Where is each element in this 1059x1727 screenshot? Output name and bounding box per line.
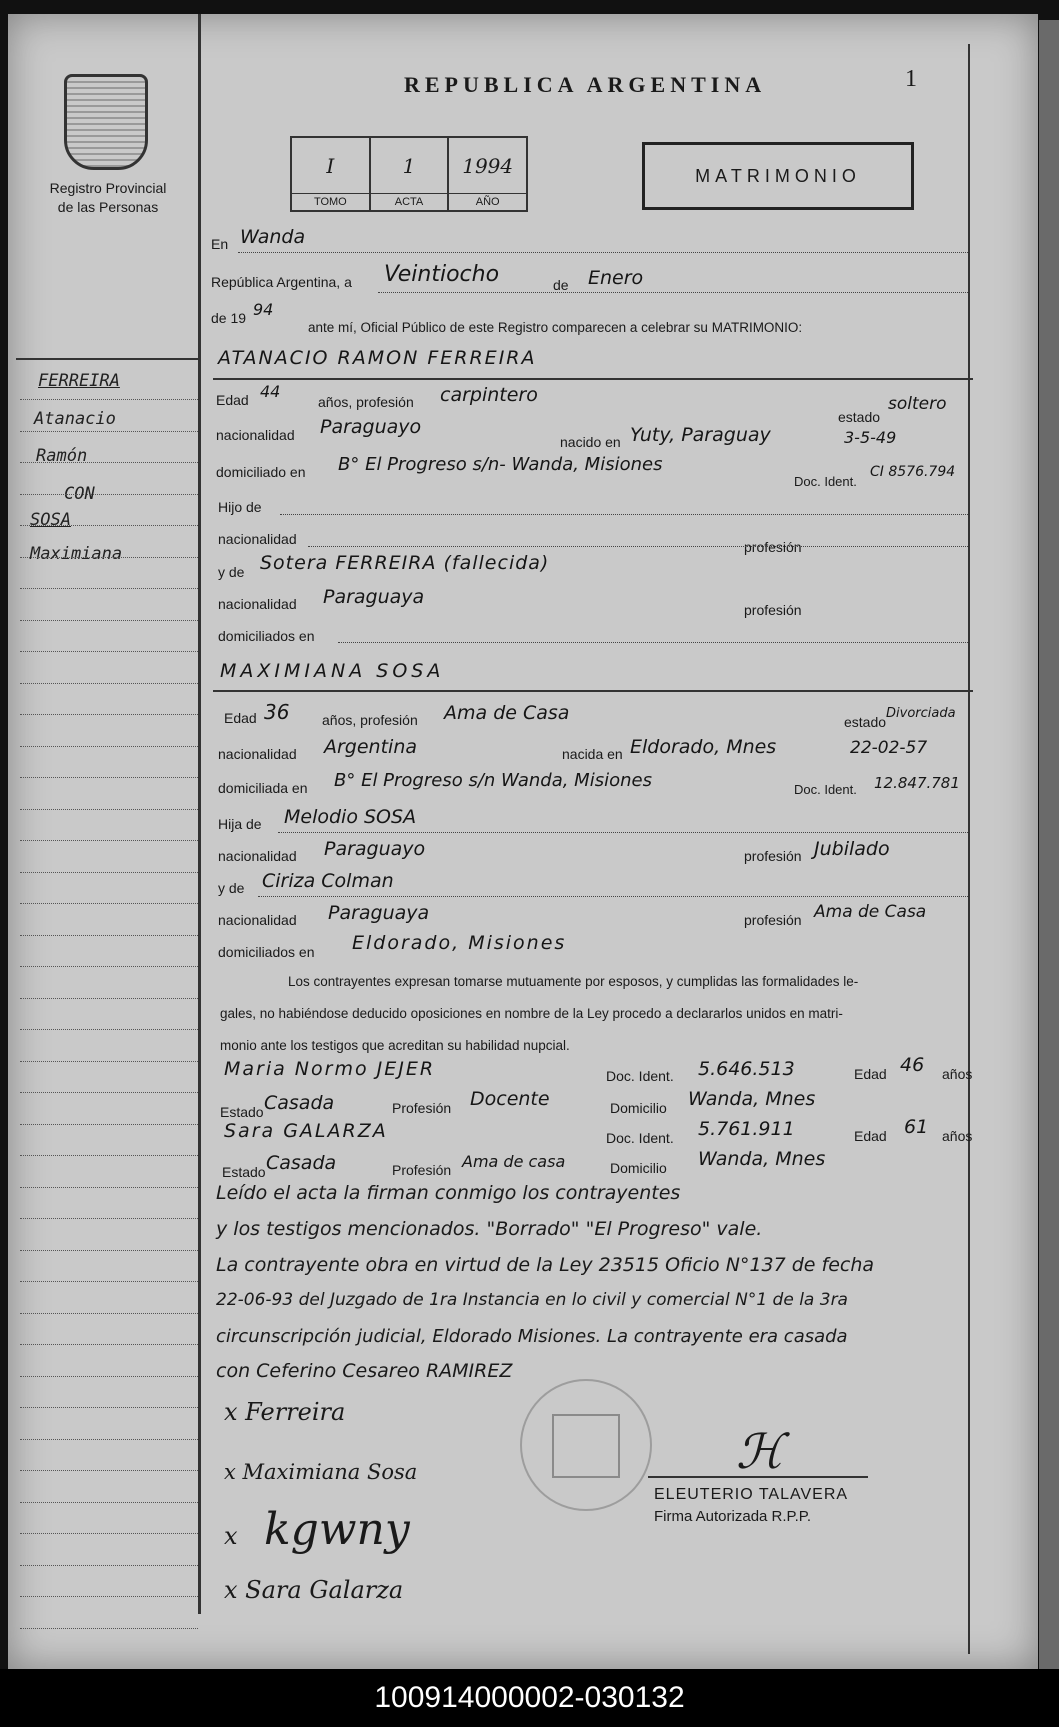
republica-label: República Argentina, a xyxy=(211,274,352,290)
margin-rule xyxy=(16,358,198,360)
label: Edad xyxy=(216,392,249,408)
note-line1: Leído el acta la firman conmigo los contrayentes xyxy=(216,1182,681,1204)
tomo-label: TOMO xyxy=(292,193,369,208)
label: Hijo de xyxy=(218,499,262,515)
witness2-domicilio: Wanda, Mnes xyxy=(698,1148,826,1170)
margin-surname-groom: FERREIRA xyxy=(38,371,120,391)
margin-ruled-line xyxy=(20,1313,198,1315)
label: nacida en xyxy=(562,746,623,762)
margin-ruled-line xyxy=(20,1124,198,1126)
label: Edad xyxy=(854,1066,887,1082)
bride-nacionalidad: Argentina xyxy=(324,736,418,758)
margin-ruled-line xyxy=(20,1344,198,1346)
margin-divider xyxy=(198,14,201,1614)
registry-name xyxy=(28,179,188,217)
declaration-line1: Los contrayentes expresan tomarse mutuamente por esposos, y cumplidas las formalidades le- xyxy=(288,974,859,989)
margin-ruled-line xyxy=(20,1628,198,1630)
margin-ruled-line xyxy=(20,966,198,968)
margin-name-groom-2: Ramón xyxy=(36,446,88,466)
label: Edad xyxy=(854,1128,887,1144)
label: Doc. Ident. xyxy=(606,1068,674,1084)
margin-ruled-line xyxy=(20,1281,198,1283)
year-suffix: 94 xyxy=(253,300,274,319)
label: Domicilio xyxy=(610,1100,667,1116)
ano-label: AÑO xyxy=(449,193,526,208)
label: nacido en xyxy=(560,434,621,450)
dotline xyxy=(378,292,968,294)
official-signature-mark: ℋ xyxy=(736,1424,784,1480)
document-page xyxy=(8,14,1038,1669)
bride-madre-prof: Ama de Casa xyxy=(814,902,927,922)
margin-ruled-line xyxy=(20,1218,198,1220)
section-rule xyxy=(213,690,973,692)
label: nacionalidad xyxy=(218,596,297,612)
dotline xyxy=(308,546,968,548)
label: nacionalidad xyxy=(218,912,297,928)
groom-doc: CI 8576.794 xyxy=(870,464,956,480)
signature-bride: x Maximiana Sosa xyxy=(224,1460,418,1484)
margin-name-bride: Maximiana xyxy=(30,544,123,564)
margin-ruled-line xyxy=(20,872,198,874)
declaration-line2: gales, no habiéndose deducido oposiciones en nombre de la Ley procedo a declararlos unidos en matri- xyxy=(220,1006,843,1021)
label: domiciliados en xyxy=(218,944,315,960)
label: años xyxy=(942,1066,973,1082)
margin-ruled-line xyxy=(20,620,198,622)
witness1-doc: 5.646.513 xyxy=(698,1058,795,1080)
label: años, profesión xyxy=(322,712,418,728)
groom-nacido-en: Yuty, Paraguay xyxy=(630,424,771,446)
signature-witness2: x Sara Galarza xyxy=(224,1576,404,1604)
margin-ruled-line xyxy=(20,777,198,779)
section-rule xyxy=(213,378,973,380)
label: nacionalidad xyxy=(218,531,297,547)
bride-fecha-nac: 22-02-57 xyxy=(850,738,928,758)
label: años, profesión xyxy=(318,394,414,410)
label: nacionalidad xyxy=(218,848,297,864)
binder-edge xyxy=(1039,20,1059,1680)
groom-estado: soltero xyxy=(888,394,947,414)
label: Estado xyxy=(220,1104,264,1120)
groom-edad: 44 xyxy=(260,382,281,401)
margin-ruled-line xyxy=(20,1596,198,1598)
tomo-acta-ano-box xyxy=(290,136,528,212)
right-divider xyxy=(968,44,970,1654)
dotline xyxy=(280,514,968,516)
margin-ruled-line xyxy=(20,998,198,1000)
acta-label: ACTA xyxy=(371,193,448,208)
groom-domicilio: B° El Progreso s/n- Wanda, Misiones xyxy=(338,454,663,475)
margin-ruled-line xyxy=(20,494,198,496)
tomo-value: I xyxy=(326,154,335,178)
label: profesión xyxy=(744,912,802,928)
label: Profesión xyxy=(392,1162,452,1178)
label: profesión xyxy=(744,602,802,618)
groom-nacionalidad: Paraguayo xyxy=(320,416,422,438)
label: profesión xyxy=(744,848,802,864)
label: domiciliados en xyxy=(218,628,315,644)
label: domiciliada en xyxy=(218,780,308,796)
registry-line1: Registro Provincial xyxy=(49,180,167,196)
document-type: MATRIMONIO xyxy=(642,142,914,210)
place: Wanda xyxy=(240,226,306,248)
witness2-profesion: Ama de casa xyxy=(462,1152,566,1171)
label: profesión xyxy=(744,539,802,555)
groom-madre-nac: Paraguaya xyxy=(323,586,425,608)
label: Hija de xyxy=(218,816,262,832)
note-line2: y los testigos mencionados. "Borrado" "El Progreso" vale. xyxy=(216,1218,763,1240)
margin-ruled-line xyxy=(20,935,198,937)
groom-fecha-nac: 3-5-49 xyxy=(844,428,897,447)
dotline xyxy=(338,642,968,644)
bride-domicilio: B° El Progreso s/n Wanda, Misiones xyxy=(334,770,652,791)
margin-ruled-line xyxy=(20,746,198,748)
dotline xyxy=(278,832,968,834)
label: Estado xyxy=(222,1164,266,1180)
margin-ruled-line xyxy=(20,1155,198,1157)
label: Domicilio xyxy=(610,1160,667,1176)
bride-domiciliados: Eldorado, Misiones xyxy=(352,932,567,954)
label: estado xyxy=(838,409,881,425)
bride-name: MAXIMIANA SOSA xyxy=(220,660,445,682)
bride-doc: 12.847.781 xyxy=(874,774,960,792)
witness1-edad: 46 xyxy=(900,1054,925,1076)
bride-padre-prof: Jubilado xyxy=(814,838,890,860)
margin-ruled-line xyxy=(20,1533,198,1535)
country-title: REPUBLICA ARGENTINA xyxy=(404,72,767,97)
bride-padre-nac: Paraguayo xyxy=(324,838,426,860)
margin-ruled-line xyxy=(20,1029,198,1031)
registry-line2: de las Personas xyxy=(57,199,159,215)
witness1-domicilio: Wanda, Mnes xyxy=(688,1088,816,1110)
margin-surname-bride: SOSA xyxy=(30,510,71,530)
bride-madre: Ciriza Colman xyxy=(262,870,394,892)
official-title: Firma Autorizada R.P.P. xyxy=(654,1508,812,1525)
de-label: de xyxy=(553,277,569,293)
witness2-doc: 5.761.911 xyxy=(698,1118,795,1140)
margin-ruled-line xyxy=(20,651,198,653)
label: Edad xyxy=(224,710,257,726)
label: nacionalidad xyxy=(218,746,297,762)
signature-groom: x Ferreira xyxy=(224,1398,346,1426)
margin-ruled-line xyxy=(20,1502,198,1504)
witness1-profesion: Docente xyxy=(470,1088,550,1110)
label: nacionalidad xyxy=(216,427,295,443)
signature-witness1-mark: kgwny xyxy=(264,1504,410,1555)
bride-edad: 36 xyxy=(264,700,290,724)
dotline xyxy=(238,252,968,254)
label: Doc. Ident. xyxy=(606,1130,674,1146)
month: Enero xyxy=(588,267,644,289)
groom-name: ATANACIO RAMON FERREIRA xyxy=(218,347,537,369)
groom-profesion: carpintero xyxy=(440,384,538,406)
margin-ruled-line xyxy=(20,431,198,433)
note-line4: 22-06-93 del Juzgado de 1ra Instancia en lo civil y comercial N°1 de la 3ra xyxy=(216,1290,848,1310)
margin-ruled-line xyxy=(20,1250,198,1252)
margin-ruled-line xyxy=(20,903,198,905)
margin-ruled-line xyxy=(20,1439,198,1441)
intro-text: ante mí, Oficial Público de este Registro comparecen a celebrar su MATRIMONIO: xyxy=(308,320,803,335)
bride-padre: Melodio SOSA xyxy=(284,806,417,828)
margin-ruled-line xyxy=(20,1470,198,1472)
label: Profesión xyxy=(392,1100,452,1116)
note-line5: circunscripción judicial, Eldorado Misiones. La contrayente era casada xyxy=(216,1326,848,1347)
margin-ruled-line xyxy=(20,1565,198,1567)
margin-ruled-line xyxy=(20,840,198,842)
margin-ruled-line xyxy=(20,1061,198,1063)
note-line3: La contrayente obra en virtud de la Ley 23515 Oficio N°137 de fecha xyxy=(216,1254,875,1276)
margin-ruled-line xyxy=(20,588,198,590)
year-prefix: de 19 xyxy=(211,310,247,326)
margin-ruled-line xyxy=(20,1187,198,1189)
margin-ruled-line xyxy=(20,399,198,401)
label: Doc. Ident. xyxy=(794,474,857,489)
label: domiciliado en xyxy=(216,464,306,480)
witness2-estado: Casada xyxy=(266,1152,337,1174)
margin-ruled-line xyxy=(20,462,198,464)
witness2-edad: 61 xyxy=(904,1116,929,1138)
provincial-seal-icon xyxy=(64,74,148,170)
label: y de xyxy=(218,880,245,896)
day: Veintiocho xyxy=(384,262,500,287)
signature-witness1: x xyxy=(224,1522,238,1550)
bride-nacida-en: Eldorado, Mnes xyxy=(630,736,777,758)
margin-ruled-line xyxy=(20,809,198,811)
witness1-name: Maria Normo JEJER xyxy=(224,1058,436,1080)
label: estado xyxy=(844,714,887,730)
dotline xyxy=(258,896,968,898)
witness2-name: Sara GALARZA xyxy=(224,1120,388,1142)
label: Doc. Ident. xyxy=(794,782,857,797)
margin-ruled-line xyxy=(20,1407,198,1409)
label: y de xyxy=(218,564,245,580)
bride-estado: Divorciada xyxy=(886,706,956,721)
margin-ruled-line xyxy=(20,1092,198,1094)
declaration-line3: monio ante los testigos que acreditan su habilidad nupcial. xyxy=(220,1038,570,1053)
margin-ruled-line xyxy=(20,714,198,716)
document-id: 100914000002-030132 xyxy=(0,1669,1059,1727)
bride-madre-nac: Paraguaya xyxy=(328,902,430,924)
page-number: 1 xyxy=(905,66,917,92)
margin-name-groom-1: Atanacio xyxy=(34,409,116,429)
label: años xyxy=(942,1128,973,1144)
margin-ruled-line xyxy=(20,1376,198,1378)
witness1-estado: Casada xyxy=(264,1092,335,1114)
official-name: ELEUTERIO TALAVERA xyxy=(654,1486,849,1503)
margin-ruled-line xyxy=(20,557,198,559)
acta-value: 1 xyxy=(402,154,416,178)
margin-ruled-line xyxy=(20,683,198,685)
groom-madre: Sotera FERREIRA (fallecida) xyxy=(260,552,550,574)
stamp-inner-icon xyxy=(552,1414,620,1478)
note-line6: con Ceferino Cesareo RAMIREZ xyxy=(216,1360,513,1382)
ano-value: 1994 xyxy=(462,154,514,178)
bride-profesion: Ama de Casa xyxy=(444,702,570,724)
margin-ruled-line xyxy=(20,525,198,527)
margin-con: CON xyxy=(64,484,95,504)
en-label: En xyxy=(211,236,229,252)
